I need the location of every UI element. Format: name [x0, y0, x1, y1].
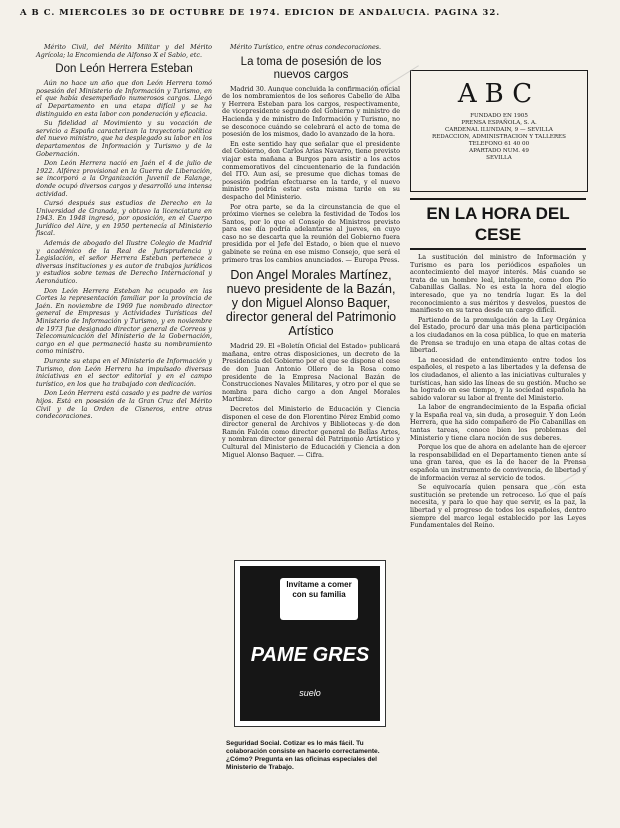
col2-paragraph: Por otra parte, se da la circunstancia de que el próximo viernes se celebra la festividad de Todos los Santos, por lo que el Consejo de Ministros previsto para ese día podría adelantarse al jueves, en cuyo caso no se descarta que la reunión del Gobierno fuera presidida por el Jefe del Estado, o bien que el nuevo gabinete se reúna en ese mismo Consejo, que será el primero tras los cambios anunciados. — Europa Press. — [222, 202, 400, 264]
col2-intro: Mérito Turístico, entre otras condecoraciones. — [230, 43, 382, 51]
editorial-title: EN LA HORA DEL CESE — [410, 198, 586, 250]
abc-box-line: REDACCION, ADMINISTRACION Y TALLERES — [432, 134, 566, 140]
abc-box-line: FUNDADO EN 1905 — [470, 113, 528, 119]
abc-box-line: CARDENAL ILUNDAIN, 9 — SEVILLA — [445, 127, 553, 133]
editorial-paragraph: La necesidad de entendimiento entre todos los españoles, el respeto a las libertades y la defensa de los ciudadanos, el aliento a las iniciativas culturales y turísticas, han sido las líneas de su gestión. Mucho se ha logrado en ese tiempo, y la sociedad española ha sabido valorar su labor al frente del Ministerio. — [410, 355, 586, 402]
col1-paragraph: Don León Herrera Esteban ha ocupado en las Cortes la representación familiar por la provincia de Jaén. En noviembre de 1969 fue nombrado director general de Empresas y Actividades Turísticas del Ministerio de Información y Turismo, y en noviembre de 1973 fue designado director general de Correos y Telecomunicación del Ministerio de la Gobernación, cargo en el que permaneció hasta su nombramiento como ministro. — [36, 286, 212, 356]
col1-heading: Don León Herrera Esteban — [55, 63, 193, 76]
col1-paragraph: Don León Herrera está casado y es padre de varios hijos. Está en posesión de la Gran Cruz del Mérito Civil y de la Orden de Cisneros, entre otras condecoraciones. — [36, 389, 212, 421]
abc-box-line: APARTADO NUM. 49 — [469, 148, 529, 154]
column-left — [36, 44, 212, 423]
editorial-paragraph: Se equivocaría quien pensara que con esta sustitución se pretende un retroceso. Lo que el país necesita, y para lo que hay que servir, es la paz, la libertad y el progreso de todos los españoles, dentro siempre del marco legal establecido por las Leyes Fundamentales del Reino. — [410, 483, 586, 530]
col1-paragraph: Su fidelidad al Movimiento y su vocación de servicio a España caracterizan la trayectoria política del nuevo ministro, que ha desplegado su labor en los departamentos de Información y Turismo y de la Gobernación. — [36, 119, 212, 158]
ad-brand-logo: PAME GRES — [250, 644, 370, 666]
col2-paragraph: En este sentido hay que señalar que el presidente del Gobierno, don Carlos Arias Navarro, tiene previsto viajar esta mañana a Burgos para asistir a los actos conmemorativos del cincuentenario de la fundación del ITO. Aun así, se presume que dichas tomas de posesión podrían efectuarse en la tarde, y el nuevo ministro podría estar esta misma tarde en su despacho del Ministerio. — [222, 139, 400, 201]
abc-box-line: TELEFONO 61 40 00 — [468, 141, 530, 147]
editorial-paragraph: La labor de engrandecimiento de la España oficial y la España real va, sin duda, a proseguir. Y don León Herrera, que ha sido compañero de Pío Cabanillas en tantas tareas, conoce bien los problemas del Ministerio y tiene clara noción de sus deberes. — [410, 403, 586, 442]
editorial-body — [410, 254, 586, 530]
abc-logo: ABC — [457, 79, 541, 109]
col1-intro: Mérito Civil, del Mérito Militar y del Mérito Agrícola; la Encomienda de Alfonso X el Sabio, etc. — [36, 43, 212, 59]
col1-paragraph: Aún no hace un año que don León Herrera tomó posesión del Ministerio de Información y Turismo, en el que había desempeñado numerosos cargos. Llegó al Departamento en una etapa difícil y se ha distinguido en esta labor con ponderación y eficacia. — [36, 79, 212, 118]
editorial-paragraph: La sustitución del ministro de Información y Turismo es para los periódicos españoles un acontecimiento del mayor interés. Más cuando se trata de un hombre leal, inteligente, como don Pío Cabanillas Gallas. No es esta la hora del elogio interesado, que ya no tendría lugar. Es la del reconocimiento a sus méritos y desvelos, puestos de manifiesto en su tarea desde un cargo difícil. — [410, 253, 586, 315]
ad-brand-sub: suelo — [299, 688, 321, 698]
advertisement-pamegres — [234, 560, 386, 727]
editorial-paragraph: Porque los que de ahora en adelante han de ejercer la responsabilidad en el Departamento tienen ante sí una gran tarea, que es la de hacer de la Prensa española un instrumento de convivencia, de libertad y de información veraz al servicio de todos. — [410, 443, 586, 482]
abc-box-line: PRENSA ESPAÑOLA, S. A. — [461, 120, 537, 126]
col1-paragraph: Durante su etapa en el Ministerio de Información y Turismo, don León Herrera ha impulsado diversas iniciativas en el sector editorial y en el campo turístico, en los que ha trabajado con dedicación. — [36, 356, 212, 388]
col2-heading-nombramientos: Don Angel Morales Martínez, nuevo presidente de la Bazán, y don Miguel Alonso Baquer, director general del Patrimonio Artístico — [225, 268, 397, 339]
abc-masthead-box — [410, 70, 588, 192]
col2-paragraph: Madrid 30. Aunque concluida la confirmación oficial de los nombramientos de los señores Cabello de Alba y Herrera Esteban para los cargos, respectivamente, de vicepresidente segundo del Gobierno y ministro de Hacienda y de ministro de Información y Turismo, no se desconoce cuándo se celebrará el acto de toma de posesión de los mismos, dado lo avanzado de la hora. — [222, 84, 400, 139]
running-head: A B C. MIERCOLES 30 DE OCTUBRE DE 1974. EDICION DE ANDALUCIA. PAGINA 32. — [20, 8, 501, 18]
col1-paragraph: Cursó después sus estudios de Derecho en la Universidad de Granada, y obtuvo la licenciatura en 1943. En 1948 ingresó, por oposición, en el Cuerpo Jurídico del Aire, y en 1950 pertenecía al Ministerio fiscal. — [36, 199, 212, 238]
editorial-paragraph: Partiendo de la promulgación de la Ley Orgánica del Estado, procuró dar una más plena participación a los ciudadanos en la cosa pública, lo que en materia de Prensa se tradujo en una etapa de altas cotas de libertad. — [410, 315, 586, 355]
ad-speech-bubble: Invítame a comer con su familia — [280, 578, 358, 620]
ad-dark-panel — [240, 566, 380, 721]
col1-paragraph: Además de abogado del Ilustre Colegio de Madrid y académico de la Real de Jurisprudencia y Legislación, el señor Herrera Esteban pertenece a diversas instituciones y es autor de trabajos jurídicos y estudios sobre temas de Derecho Internacional y Aeronáutico. — [36, 239, 212, 286]
col1-paragraph: Don León Herrera nació en Jaén el 4 de julio de 1922. Alférez provisional en la Guerra de Liberación, se incorporó a la Organización Juvenil de Falange, donde ocupó diversos cargos y desarrolló una intensa actividad. — [36, 159, 212, 198]
col2-paragraph: Madrid 29. El «Boletín Oficial del Estado» publicará mañana, entre otras disposiciones, un decreto de la Presidencia del Gobierno por el que se dispone el cese de don Juan Antonio Ollero de la Rosa como presidente de la Empresa Nacional Bazán de Construcciones Navales Militares, y otro por el que se nombra para dicho cargo a don Angel Morales Martínez. — [222, 342, 400, 404]
abc-box-line: SEVILLA — [486, 155, 512, 161]
col2-paragraph: Decretos del Ministerio de Educación y Ciencia disponen el cese de don Florentino Pérez Embid como director general de Archivos y Bibliotecas y de don Ramón Falcón como director general de Bellas Artes, y nombran director general del Patrimonio Artístico y Cultural del Ministerio de Educación y Ciencia a don Miguel Alonso Baquer. — Cifra. — [222, 405, 400, 459]
col2-heading-toma-posesion: La toma de posesión de los nuevos cargos — [240, 55, 382, 81]
seguridad-social-notice: Seguridad Social. Cotizar es lo más fácil. Tu colaboración consiste en hacerlo correctamente. ¿Cómo? Pregunta en las oficinas especiales del Ministerio de Trabajo. — [226, 740, 380, 771]
column-center — [222, 44, 400, 461]
